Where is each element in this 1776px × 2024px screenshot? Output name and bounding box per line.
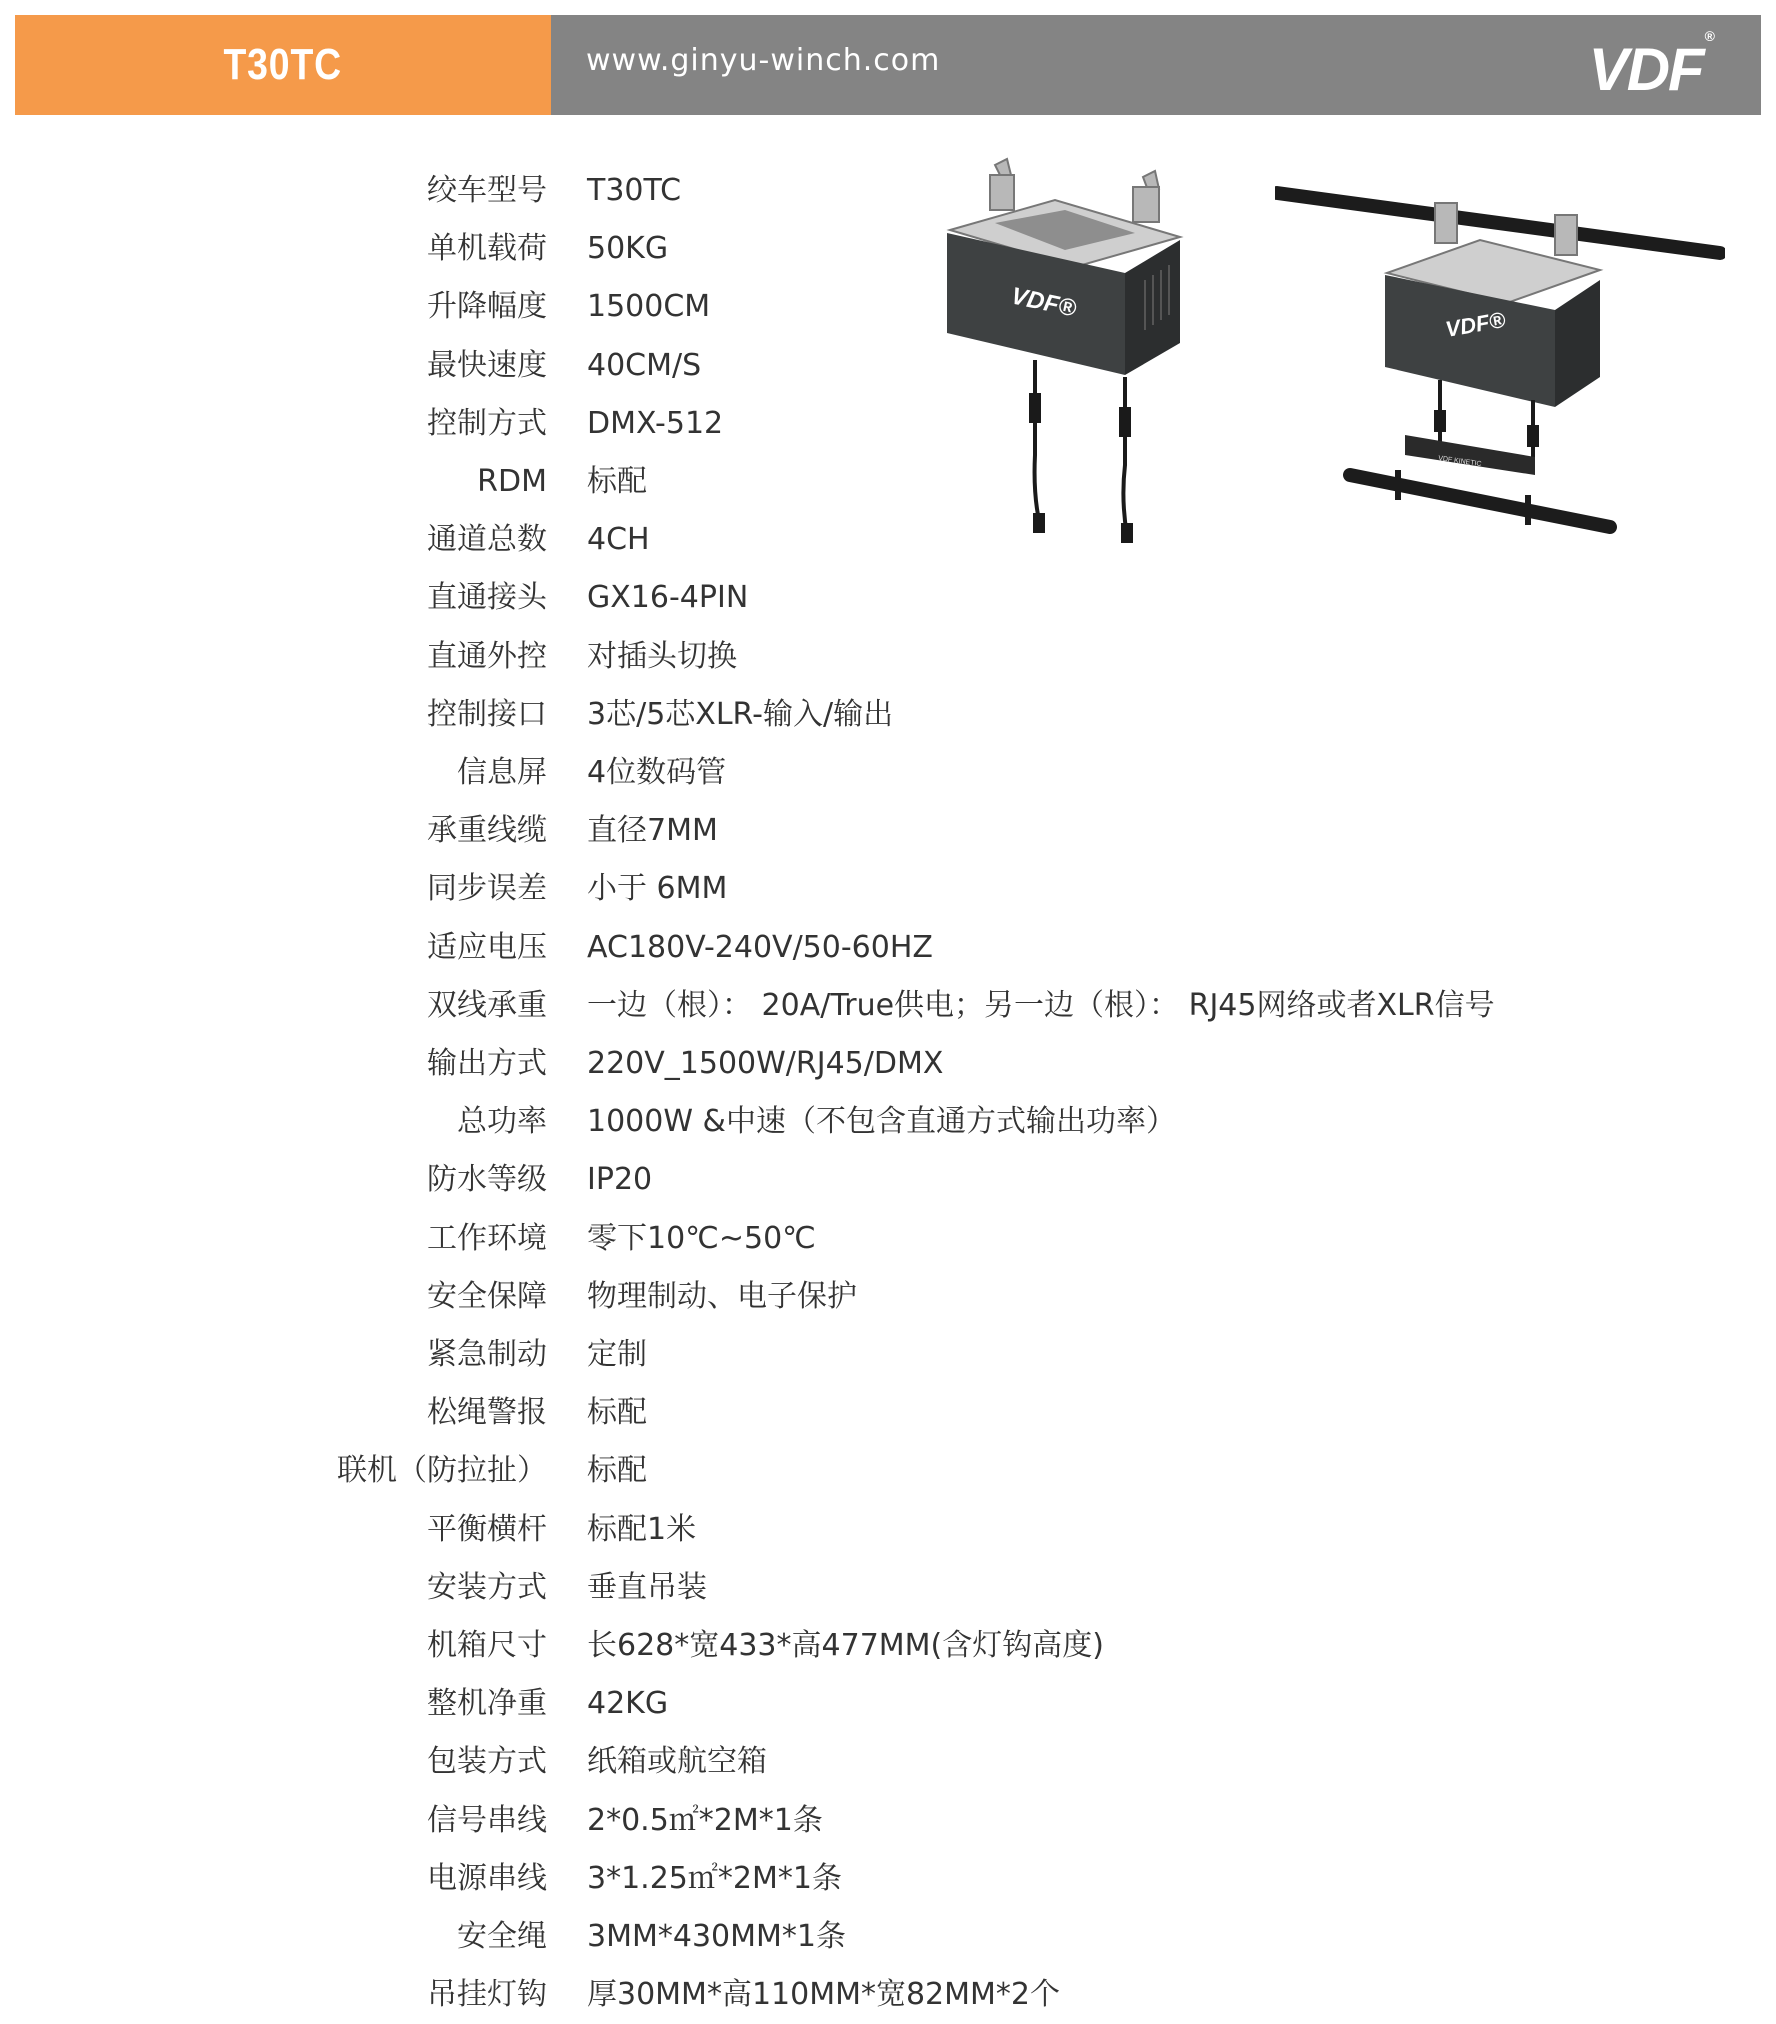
spec-row [0, 1675, 1700, 1733]
spec-label: 直通接头 [427, 580, 547, 616]
device-logo-1: VDF® [1008, 282, 1079, 323]
spec-value: 长628*宽433*高477MM(含灯钩高度) [587, 1628, 1104, 1663]
vdf-logo [1588, 28, 1713, 104]
spec-label: 直通外控 [427, 638, 547, 674]
spec-row [0, 1210, 1700, 1268]
spec-row [0, 1326, 1700, 1384]
spec-label: 松绳警报 [427, 1395, 547, 1431]
spec-label: 机箱尺寸 [427, 1628, 547, 1663]
spec-row [0, 162, 1700, 220]
spec-label: 升降幅度 [427, 289, 547, 325]
model-title: T30TC [223, 40, 343, 89]
spec-label: 安装方式 [427, 1569, 547, 1605]
spec-value: 4CH [587, 522, 650, 558]
spec-value: 4位数码管 [587, 755, 727, 790]
spec-label: 安全保障 [427, 1278, 547, 1314]
spec-label: 输出方式 [427, 1046, 547, 1081]
spec-label: 最快速度 [427, 347, 547, 383]
spec-row [0, 453, 1700, 511]
spec-row [0, 220, 1700, 278]
spec-value: 标配 [587, 1453, 647, 1489]
spec-row [0, 337, 1700, 395]
spec-value: 定制 [587, 1337, 647, 1372]
spec-label: 单机载荷 [427, 231, 547, 267]
spec-label: 工作环境 [427, 1220, 547, 1256]
device-logo-2: VDF® [1443, 306, 1508, 342]
spec-row [0, 628, 1700, 686]
spec-value: 40CM/S [587, 347, 702, 383]
spec-value: 标配 [587, 464, 647, 499]
spec-label: 整机净重 [427, 1686, 547, 1722]
spec-value: 3MM*430MM*1条 [587, 1919, 846, 1954]
spec-label: 绞车型号 [427, 173, 547, 208]
spec-label: 信息屏 [457, 755, 547, 790]
spec-value: 1500CM [587, 289, 711, 325]
spec-value: 3*1.25㎡*2M*1条 [587, 1860, 842, 1896]
spec-row [0, 511, 1700, 569]
spec-value: T30TC [587, 173, 682, 208]
spec-row [0, 395, 1700, 453]
spec-value: GX16-4PIN [587, 580, 749, 616]
spec-value: 零下10℃~50℃ [587, 1220, 816, 1256]
spec-label: 平衡横杆 [427, 1511, 547, 1547]
url-banner [551, 15, 1761, 115]
spec-row [0, 1501, 1700, 1559]
spec-row [0, 1792, 1700, 1850]
spec-label: 信号串线 [427, 1802, 547, 1838]
spec-value: 物理制动、电子保护 [587, 1278, 857, 1314]
spec-row [0, 1035, 1700, 1093]
spec-value: 垂直吊装 [587, 1569, 707, 1605]
spec-value: DMX-512 [587, 405, 724, 441]
spec-row [0, 278, 1700, 336]
spec-row [0, 1850, 1700, 1908]
model-banner [15, 15, 551, 115]
spec-value: 标配1米 [587, 1511, 697, 1547]
spec-label: 适应电压 [427, 929, 547, 965]
spec-label: 电源串线 [427, 1860, 547, 1896]
spec-label: 同步误差 [427, 871, 547, 907]
spec-row [0, 686, 1700, 744]
spec-value: 50KG [587, 231, 669, 267]
spec-row [0, 569, 1700, 627]
spec-value: 小于 6MM [587, 871, 728, 907]
spec-row [0, 1384, 1700, 1442]
spec-label: 包装方式 [427, 1744, 547, 1780]
spec-value: 220V_1500W/RJ45/DMX [587, 1046, 944, 1081]
spec-row [0, 1093, 1700, 1151]
spec-value: 厚30MM*高110MM*宽82MM*2个 [587, 1977, 1060, 2013]
logo-text: VDF [1588, 36, 1703, 103]
spec-label: 防水等级 [427, 1162, 547, 1198]
spec-row [0, 802, 1700, 860]
spec-row [0, 744, 1700, 802]
website-url[interactable]: www.ginyu-winch.com [586, 43, 941, 78]
spec-label: 通道总数 [427, 522, 547, 558]
spec-label: 总功率 [457, 1104, 547, 1140]
spec-value: 直径7MM [587, 813, 718, 849]
spec-row [0, 1268, 1700, 1326]
spec-label: 紧急制动 [427, 1337, 547, 1372]
spec-value: AC180V-240V/50-60HZ [587, 929, 933, 965]
spec-label: RDM [477, 464, 547, 499]
header-bar [15, 15, 1761, 115]
spec-row [0, 919, 1700, 977]
spec-value: 标配 [587, 1395, 647, 1431]
spec-label: 双线承重 [427, 987, 547, 1023]
registered-mark: ® [1704, 28, 1713, 44]
spec-row [0, 977, 1700, 1035]
spec-label: 安全绳 [457, 1919, 547, 1954]
spec-value: IP20 [587, 1162, 653, 1198]
spec-row [0, 1442, 1700, 1500]
spec-row [0, 1617, 1700, 1675]
spec-value: 对插头切换 [587, 638, 737, 674]
spec-row [0, 1733, 1700, 1791]
spec-value: 42KG [587, 1686, 669, 1722]
spec-value: 纸箱或航空箱 [587, 1744, 767, 1780]
spec-row [0, 860, 1700, 918]
spec-label: 吊挂灯钩 [427, 1977, 547, 2013]
spec-label: 承重线缆 [427, 813, 547, 849]
spec-value: 一边（根）： 20A/True供电；另一边（根）： RJ45网络或者XLR信号 [587, 987, 1495, 1023]
spec-row [0, 1559, 1700, 1617]
spec-row [0, 1966, 1700, 2024]
spec-row [0, 1908, 1700, 1966]
spec-value: 3芯/5芯XLR-输入/输出 [587, 696, 894, 732]
device-bar-label: VDF KINETIC [1437, 455, 1482, 469]
spec-row [0, 1151, 1700, 1209]
spec-label: 联机（防拉扯） [337, 1453, 547, 1489]
spec-value: 2*0.5㎡*2M*1条 [587, 1802, 823, 1838]
spec-value: 1000W &中速（不包含直通方式输出功率） [587, 1104, 1176, 1140]
spec-label: 控制方式 [427, 405, 547, 441]
spec-label: 控制接口 [427, 696, 547, 732]
